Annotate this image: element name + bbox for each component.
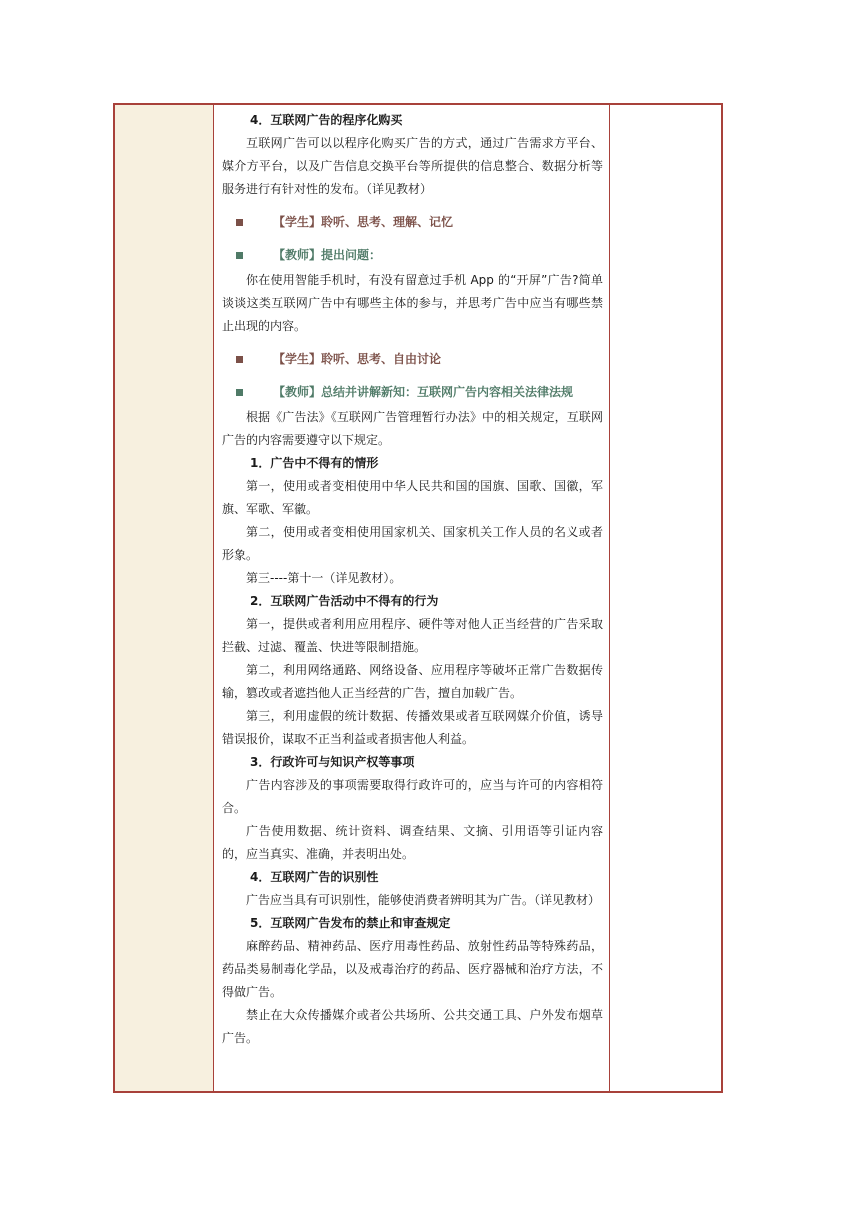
paragraph: 第三，利用虚假的统计数据、传播效果或者互联网媒介价值，诱导错误报价，谋取不正当利益或者损害他人利益。 bbox=[222, 709, 603, 746]
section-heading: 4．互联网广告的程序化购买 bbox=[250, 113, 403, 127]
paragraph: 禁止在大众传播媒介或者公共场所、公共交通工具、户外发布烟草广告。 bbox=[222, 1008, 603, 1045]
student-activity bbox=[222, 211, 603, 234]
paragraph: 第一，提供或者利用应用程序、硬件等对他人正当经营的广告采取拦截、过滤、覆盖、快进等限制措施。 bbox=[222, 617, 603, 654]
section-heading: 3．行政许可与知识产权等事项 bbox=[250, 755, 415, 769]
square-bullet-icon bbox=[236, 252, 243, 259]
lesson-table bbox=[113, 103, 723, 1093]
paragraph: 广告内容涉及的事项需要取得行政许可的，应当与许可的内容相符合。 bbox=[222, 778, 603, 815]
paragraph: 第三----第十一（详见教材）。 bbox=[246, 571, 402, 585]
student-activity-label: 【学生】聆听、思考、自由讨论 bbox=[273, 352, 442, 366]
paragraph: 根据《广告法》《互联网广告管理暂行办法》中的相关规定，互联网广告的内容需要遵守以下规定。 bbox=[222, 410, 603, 447]
paragraph: 第一，使用或者变相使用中华人民共和国的国旗、国歌、国徽，军旗、军歌、军徽。 bbox=[222, 479, 603, 516]
section-heading: 5．互联网广告发布的禁止和审查规定 bbox=[250, 916, 451, 930]
paragraph: 麻醉药品、精神药品、医疗用毒性药品、放射性药品等特殊药品，药品类易制毒化学品，以及戒毒治疗的药品、医疗器械和治疗方法，不得做广告。 bbox=[222, 939, 603, 999]
paragraph: 第二，使用或者变相使用国家机关、国家机关工作人员的名义或者形象。 bbox=[222, 525, 603, 562]
paragraph: 第二，利用网络通路、网络设备、应用程序等破坏正常广告数据传输，篡改或者遮挡他人正当经营的广告，擅自加载广告。 bbox=[222, 663, 603, 700]
square-bullet-icon bbox=[236, 356, 243, 363]
section-heading: 2．互联网广告活动中不得有的行为 bbox=[250, 594, 439, 608]
section-heading: 1．广告中不得有的情形 bbox=[250, 456, 379, 470]
paragraph: 广告使用数据、统计资料、调查结果、文摘、引用语等引证内容的，应当真实、准确，并表明出处。 bbox=[222, 824, 603, 861]
paragraph: 互联网广告可以以程序化购买广告的方式，通过广告需求方平台、媒介方平台，以及广告信息交换平台等所提供的信息整合、数据分析等服务进行有针对性的发布。（详见教材） bbox=[222, 136, 603, 196]
square-bullet-icon bbox=[236, 389, 243, 396]
section-heading: 4．互联网广告的识别性 bbox=[250, 870, 379, 884]
teacher-activity-label: 【教师】总结并讲解新知：互联网广告内容相关法律法规 bbox=[273, 385, 574, 399]
teacher-activity-label: 【教师】提出问题： bbox=[273, 248, 382, 262]
student-activity-label: 【学生】聆听、思考、理解、记忆 bbox=[273, 215, 454, 229]
content-column bbox=[214, 105, 610, 1091]
student-activity bbox=[222, 348, 603, 371]
teacher-activity bbox=[222, 381, 603, 404]
paragraph: 你在使用智能手机时，有没有留意过手机 App 的“开屏”广告?简单谈谈这类互联网广告中有哪些主体的参与，并思考广告中应当有哪些禁止出现的内容。 bbox=[222, 273, 603, 333]
left-column bbox=[115, 105, 214, 1091]
right-column bbox=[610, 105, 721, 1091]
paragraph: 广告应当具有可识别性，能够使消费者辨明其为广告。（详见教材） bbox=[246, 893, 601, 907]
square-bullet-icon bbox=[236, 219, 243, 226]
teacher-activity bbox=[222, 244, 603, 267]
